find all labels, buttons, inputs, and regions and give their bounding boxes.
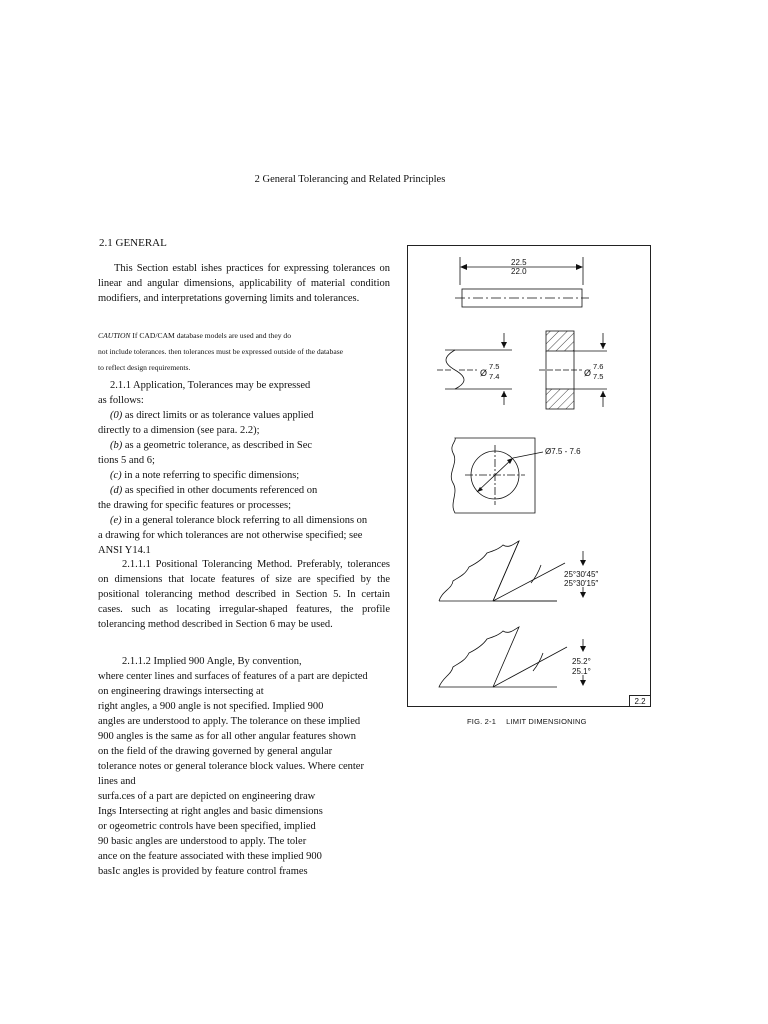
figure-title: LIMIT DIMENSIONING bbox=[506, 717, 587, 726]
implied-line: 2.1.1.2 Implied 900 Angle, By convention, bbox=[122, 656, 302, 667]
hole-dia-symbol: Ø bbox=[584, 368, 592, 378]
angle2-upper: 25.2° bbox=[572, 657, 591, 666]
application-lead: 2.1.1 Application, Tolerances may be expressed bbox=[110, 380, 311, 391]
application-lead-cont: as follows: bbox=[98, 395, 144, 406]
application-section bbox=[98, 378, 390, 558]
circle-dia-label: Ø7.5 - 7.6 bbox=[545, 447, 581, 456]
implied-line: ance on the feature associated with these implied 900 bbox=[98, 851, 322, 862]
implied-line: 900 angles is the same as for all other angular features shown bbox=[98, 731, 357, 742]
implied-line: on the field of the drawing governed by general angular bbox=[98, 746, 333, 757]
positional-paragraph: 2.1.1.1 Positional Tolerancing Method. Preferably, tolerances on dimensions that locate features of size are specified by the positional tolerancing method described in Section 5. In certain cases. such as locating irregular-shaped features, the profile tolerancing method described in Section 6 may be used. bbox=[98, 559, 390, 630]
implied-line: angles are understood to apply. The tolerance on these implied bbox=[98, 716, 361, 727]
shaft-dia-upper: 7.5 bbox=[489, 362, 500, 371]
implied-angle-section bbox=[98, 654, 390, 879]
implied-line: where center lines and surfaces of features of a part are depicted bbox=[98, 671, 368, 682]
implied-line: Ings Intersecting at right angles and basic dimensions bbox=[98, 806, 323, 817]
caution-note bbox=[98, 328, 390, 376]
limit-dimensioning-figure bbox=[407, 245, 651, 707]
implied-line: tolerance notes or general tolerance block values. Where center bbox=[98, 761, 364, 772]
implied-line: right angles, a 900 angle is not specified. Implied 900 bbox=[98, 701, 324, 712]
implied-line: basIc angles is provided by feature control frames bbox=[98, 866, 308, 877]
dim-length-upper: 22.5 bbox=[511, 258, 527, 267]
implied-line: or ogeometric controls have been specified, implied bbox=[98, 821, 316, 832]
hole-dia-lower: 7.5 bbox=[593, 372, 604, 381]
caution-line-1: CAUTION If CAD/CAM database models are used and they do bbox=[98, 331, 291, 340]
plate-circle-drawing bbox=[451, 438, 543, 513]
caution-label: CAUTION bbox=[98, 331, 131, 340]
implied-line: surfa.ces of a part are depicted on engineering draw bbox=[98, 791, 316, 802]
implied-line: on engineering drawings intersecting at bbox=[98, 686, 264, 697]
list-item: (e) in a general tolerance block referring to all dimensions on bbox=[110, 515, 368, 526]
list-item-cont: directly to a dimension (see para. 2.2); bbox=[98, 425, 260, 436]
intro-paragraph: This Section establ ishes practices for expressing tolerances on linear and angular dimensions, applicability of material condition modifiers, and interpretations governing limits and tolerances. bbox=[98, 263, 390, 304]
caution-line-3: to reflect design requirements. bbox=[98, 363, 191, 372]
caution-line-2: not include tolerances. then tolerances must be expressed outside of the database bbox=[98, 347, 344, 356]
figure-tag: 2.2 bbox=[629, 695, 651, 707]
dim-length-lower: 22.0 bbox=[511, 267, 527, 276]
section-heading: 2.1 GENERAL bbox=[99, 237, 167, 249]
shaft-dia-lower: 7.4 bbox=[489, 372, 500, 381]
list-item-cont: tions 5 and 6; bbox=[98, 455, 155, 466]
list-item-cont: the drawing for specific features or processes; bbox=[98, 500, 292, 511]
shaft-drawing bbox=[437, 333, 512, 405]
angle1-lower: 25°30′15″ bbox=[564, 579, 599, 588]
list-item: (c) in a note referring to specific dimensions; bbox=[110, 470, 300, 481]
list-item: (0) as direct limits or as tolerance values applied bbox=[110, 410, 314, 421]
list-item-cont: a drawing for which tolerances are not otherwise specified; see bbox=[98, 530, 363, 541]
list-item: (d) as specified in other documents referenced on bbox=[110, 485, 318, 496]
wedge-drawing-2 bbox=[439, 627, 586, 687]
list-item: (b) as a geometric tolerance, as described in Sec bbox=[110, 440, 313, 451]
angle2-lower: 25.1° bbox=[572, 667, 591, 676]
angle1-upper: 25°30′45″ bbox=[564, 570, 599, 579]
implied-line: 90 basic angles are understood to apply. The toler bbox=[98, 836, 307, 847]
figure-caption bbox=[467, 717, 597, 726]
shaft-dia-symbol: Ø bbox=[480, 368, 488, 378]
hole-dia-upper: 7.6 bbox=[593, 362, 604, 371]
page-header: 2 General Tolerancing and Related Principles bbox=[254, 174, 446, 185]
figure-number: FIG. 2-1 bbox=[467, 717, 497, 726]
list-item-cont: ANSI Y14.1 bbox=[98, 545, 151, 556]
implied-line: lines and bbox=[98, 776, 136, 787]
